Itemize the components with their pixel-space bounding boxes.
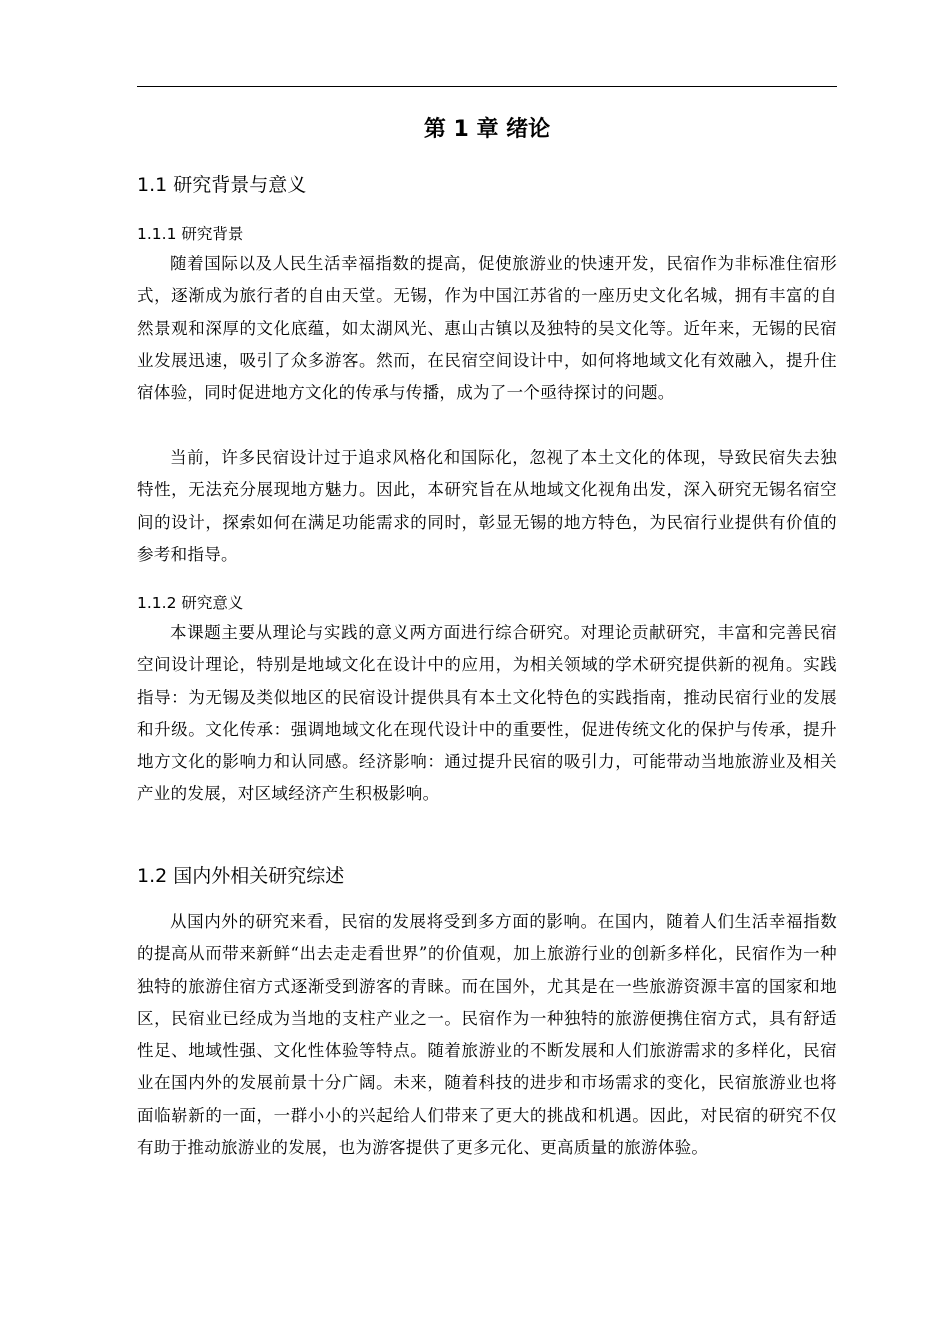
subsection-heading-1-1-1: 1.1.1 研究背景 bbox=[137, 225, 244, 243]
section-heading-1-1: 1.1 研究背景与意义 bbox=[137, 174, 307, 196]
paragraph-review: 从国内外的研究来看，民宿的发展将受到多方面的影响。在国内，随着人们生活幸福指数的提高从而带来新鲜“出去走走看世界”的价值观，加上旅游行业的创新多样化，民宿作为一种独特的旅游住宿方式逐渐受到游客的青睐。而在国外，尤其是在一些旅游资源丰富的国家和地区，民宿业已经成为当地的支柱产业之一。民宿作为一种独特的旅游便携住宿方式，具有舒适性足、地域性强、文化性体验等特点。随着旅游业的不断发展和人们旅游需求的多样化，民宿业在国内外的发展前景十分广阔。未来，随着科技的进步和市场需求的变化，民宿旅游业也将面临崭新的一面，一群小小的兴起给人们带来了更大的挑战和机遇。因此，对民宿的研究不仅有助于推动旅游业的发展，也为游客提供了更多元化、更高质量的旅游体验。 bbox=[137, 912, 837, 1158]
paragraph-significance: 本课题主要从理论与实践的意义两方面进行综合研究。对理论贡献研究，丰富和完善民宿空间设计理论，特别是地域文化在设计中的应用，为相关领域的学术研究提供新的视角。实践指导：为无锡及类似地区的民宿设计提供具有本土文化特色的实践指南，推动民宿行业的发展和升级。文化传承：强调地域文化在现代设计中的重要性，促进传统文化的保护与传承，提升地方文化的影响力和认同感。经济影响：通过提升民宿的吸引力，可能带动当地旅游业及相关产业的发展，对区域经济产生积极影响。 bbox=[137, 623, 837, 804]
header-rule bbox=[137, 86, 837, 87]
section-heading-1-2: 1.2 国内外相关研究综述 bbox=[137, 865, 345, 887]
paragraph-background-1: 随着国际以及人民生活幸福指数的提高，促使旅游业的快速开发，民宿作为非标准住宿形式，逐渐成为旅行者的自由天堂。无锡，作为中国江苏省的一座历史文化名城，拥有丰富的自然景观和深厚的文化底蕴，如太湖风光、惠山古镇以及独特的吴文化等。近年来，无锡的民宿业发展迅速，吸引了众多游客。然而，在民宿空间设计中，如何将地域文化有效融入，提升住宿体验，同时促进地方文化的传承与传播，成为了一个亟待探讨的问题。 bbox=[137, 254, 837, 403]
chapter-title: 第 1 章 绪论 bbox=[423, 117, 551, 142]
paragraph-background-2: 当前，许多民宿设计过于追求风格化和国际化，忽视了本土文化的体现，导致民宿失去独特性，无法充分展现地方魅力。因此，本研究旨在从地域文化视角出发，深入研究无锡名宿空间的设计，探索如何在满足功能需求的同时，彰显无锡的地方特色，为民宿行业提供有价值的参考和指导。 bbox=[137, 448, 837, 564]
subsection-heading-1-1-2: 1.1.2 研究意义 bbox=[137, 594, 244, 612]
